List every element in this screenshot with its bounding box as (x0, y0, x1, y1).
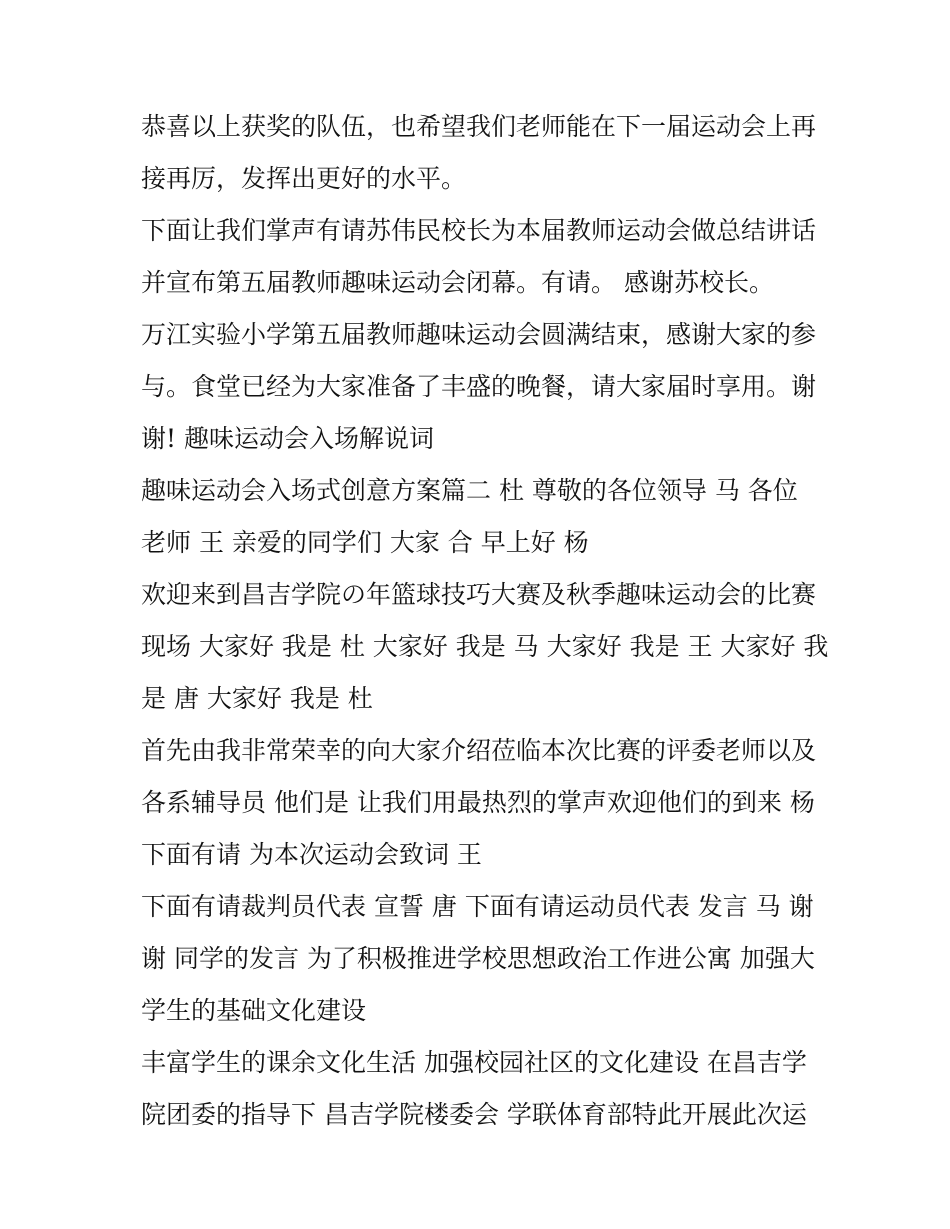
text-line: 院团委的指导下 昌吉学院楼委会 学联体育部特此开展此次运 (141, 1100, 807, 1129)
text-line: 趣味运动会入场式创意方案篇二 杜 尊敬的各位领导 马 各位 (141, 476, 798, 505)
text-line: 丰富学生的课余文化生活 加强校园社区的文化建设 在昌吉学 (141, 1048, 807, 1077)
text-line: 万江实验小学第五届教师趣味运动会圆满结束，感谢大家的参 (141, 320, 817, 349)
text-line: 下面有请 为本次运动会致词 王 (141, 840, 482, 869)
text-line: 下面有请裁判员代表 宣誓 唐 下面有请运动员代表 发言 马 谢 (141, 892, 814, 921)
text-line: 是 唐 大家好 我是 杜 (141, 684, 373, 713)
text-line: 谢! 趣味运动会入场解说词 (141, 424, 434, 453)
text-line: 欢迎来到昌吉学院の年篮球技巧大赛及秋季趣味运动会的比赛 (141, 580, 817, 609)
text-line: 首先由我非常荣幸的向大家介绍莅临本次比赛的评委老师以及 (141, 736, 817, 765)
text-line: 老师 王 亲爱的同学们 大家 合 早上好 杨 (141, 528, 589, 557)
text-line: 与。食堂已经为大家准备了丰盛的晚餐，请大家届时享用。谢 (141, 372, 817, 401)
text-line: 学生的基础文化建设 (141, 996, 367, 1025)
text-line: 恭喜以上获奖的队伍，也希望我们老师能在下一届运动会上再 (141, 112, 817, 141)
text-line: 各系辅导员 他们是 让我们用最热烈的掌声欢迎他们的到来 杨 (141, 788, 815, 817)
text-line: 接再厉，发挥出更好的水平。 (141, 164, 467, 193)
text-line: 谢 同学的发言 为了积极推进学校思想政治工作进公寓 加强大 (141, 944, 815, 973)
text-line: 下面让我们掌声有请苏伟民校长为本届教师运动会做总结讲话 (141, 216, 817, 245)
text-line: 并宣布第五届教师趣味运动会闭幕。有请。 感谢苏校长。 (141, 268, 774, 297)
text-line: 现场 大家好 我是 杜 大家好 我是 马 大家好 我是 王 大家好 我 (141, 632, 829, 661)
